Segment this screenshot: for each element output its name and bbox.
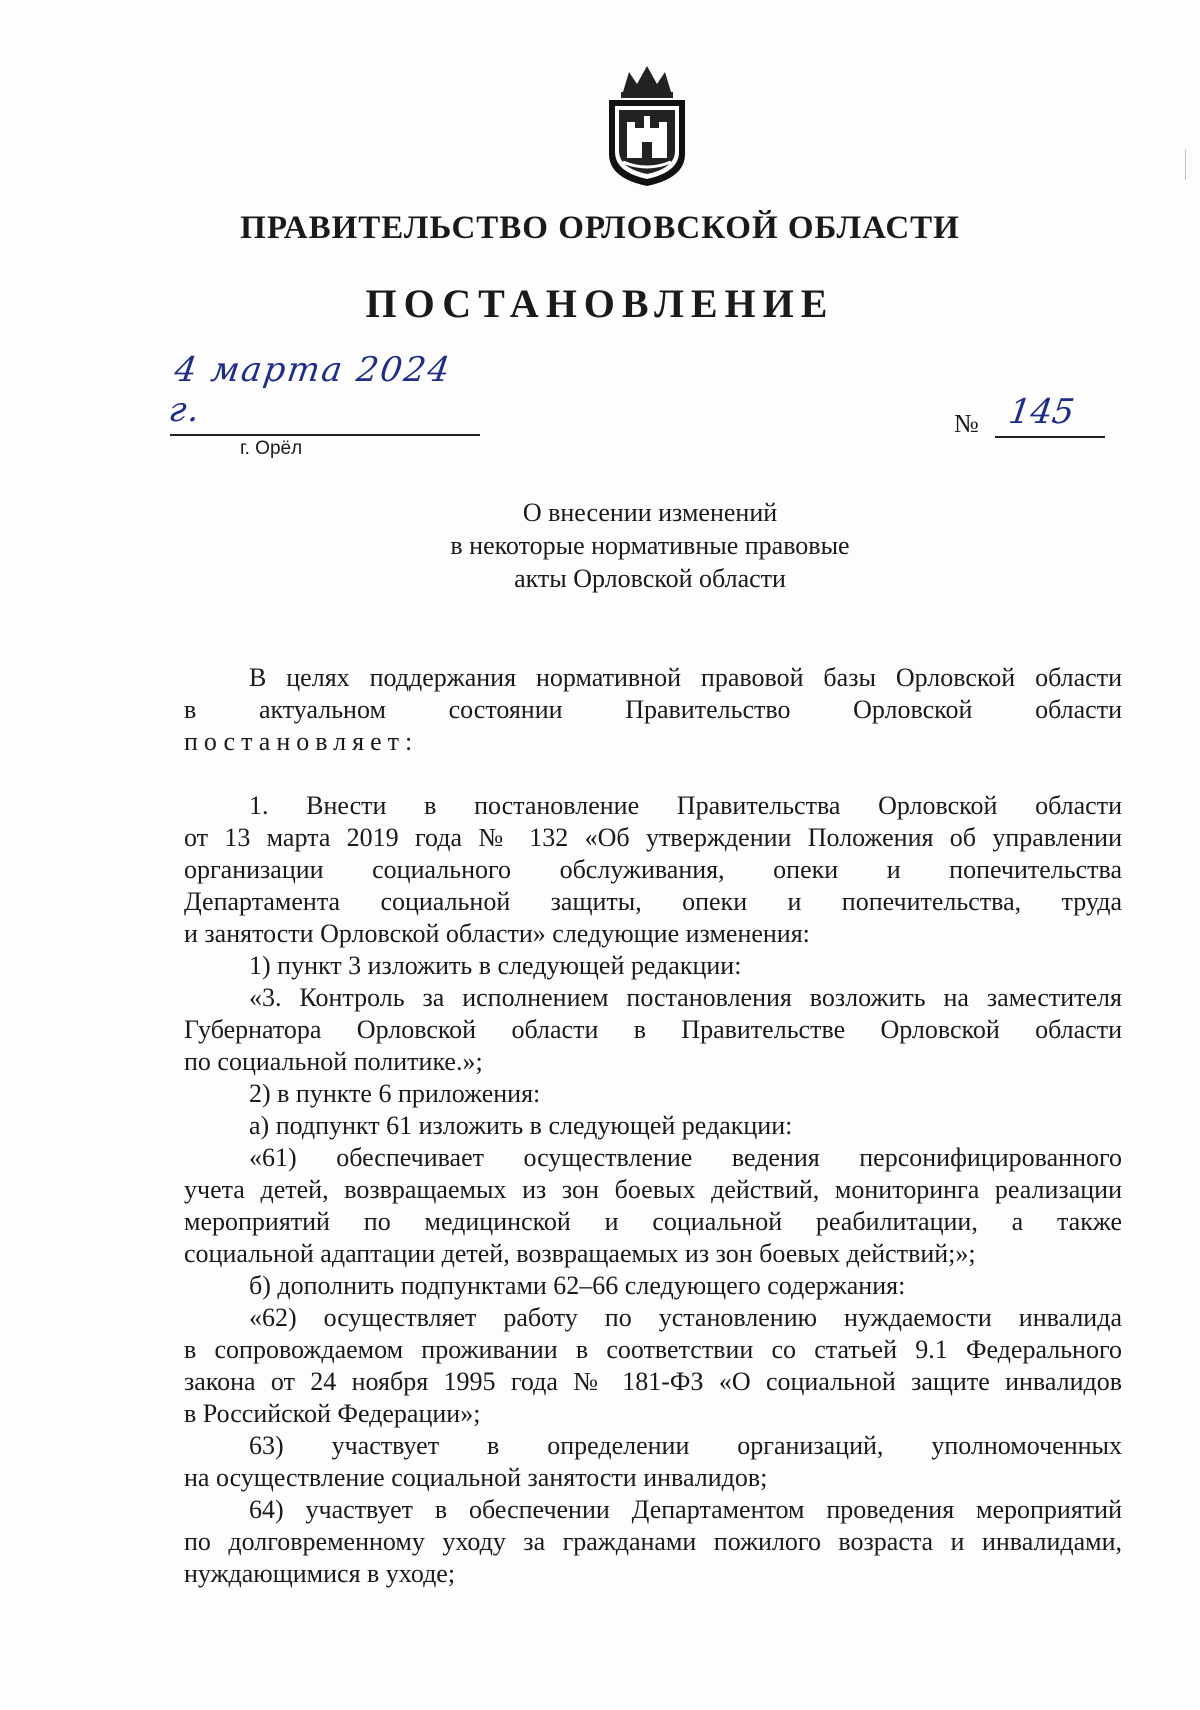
text-line: Губернатора Орловской области в Правительстве Орловской области xyxy=(184,1015,1122,1044)
text-line: по долговременному уходу за гражданами пожилого возраста и инвалидами, xyxy=(184,1527,1122,1556)
subject-line: в некоторые нормативные правовые xyxy=(450,531,850,560)
date-field xyxy=(166,350,480,436)
text-line: социальной адаптации детей, возвращаемых из зон боевых действий;»; xyxy=(184,1239,976,1268)
text-line: В целях поддержания нормативной правовой базы Орловской области xyxy=(249,663,1122,692)
number-sign: № xyxy=(954,409,979,438)
coat-of-arms-icon xyxy=(601,62,693,190)
text-line: и занятости Орловской области» следующие изменения: xyxy=(184,919,810,948)
document-body xyxy=(184,662,1122,1590)
text-line: «62) осуществляет работу по установлению нуждаемости инвалида xyxy=(249,1303,1122,1332)
text-line: по социальной политике.»; xyxy=(184,1047,483,1076)
document-subject xyxy=(0,496,1200,595)
text-line: 1) пункт 3 изложить в следующей редакции: xyxy=(249,951,742,980)
text-line: постановляет: xyxy=(184,727,419,756)
text-line: «61) обеспечивает осуществление ведения персонифицированного xyxy=(249,1143,1122,1172)
text-line: мероприятий по медицинской и социальной реабилитации, а также xyxy=(184,1207,1122,1236)
number-field xyxy=(995,390,1105,438)
text-line: Департамента социальной защиты, опеки и попечительства, труда xyxy=(184,887,1122,916)
text-line: 63) участвует в определении организаций, уполномоченных xyxy=(249,1431,1122,1460)
document-type-title: ПОСТАНОВЛЕНИЕ xyxy=(365,281,835,326)
text-line: учета детей, возвращаемых из зон боевых действий, мониторинга реализации xyxy=(184,1175,1122,1204)
text-line: организации социального обслуживания, опеки и попечительства xyxy=(184,855,1122,884)
text-line: от 13 марта 2019 года № 132 «Об утверждении Положения об управлении xyxy=(184,823,1122,852)
handwritten-date: 4 марта 2024 г. xyxy=(166,350,455,430)
text-line: в актуальном состоянии Правительство Орловской области xyxy=(184,695,1122,724)
handwritten-number: 145 xyxy=(1006,392,1077,432)
text-line: в сопровождаемом проживании в соответствии со статьей 9.1 Федерального xyxy=(184,1335,1122,1364)
text-line: 1. Внести в постановление Правительства Орловской области xyxy=(249,791,1122,820)
text-line: а) подпункт 61 изложить в следующей редакции: xyxy=(249,1111,793,1140)
text-line: 64) участвует в обеспечении Департаментом проведения мероприятий xyxy=(249,1495,1122,1524)
text-line: б) дополнить подпунктами 62–66 следующего содержания: xyxy=(249,1271,906,1300)
text-line: в Российской Федерации»; xyxy=(184,1399,481,1428)
city-label: г. Орёл xyxy=(240,438,303,459)
subject-line: О внесении изменений xyxy=(522,498,778,527)
text-line: 2) в пункте 6 приложения: xyxy=(249,1079,541,1108)
text-line: нуждающимися в уходе; xyxy=(184,1559,456,1588)
text-line: на осуществление социальной занятости инвалидов; xyxy=(184,1463,768,1492)
text-line: «3. Контроль за исполнением постановления возложить на заместителя xyxy=(249,983,1122,1012)
subject-line: акты Орловской области xyxy=(514,564,786,593)
scan-artifact xyxy=(1185,150,1186,180)
text-line: закона от 24 ноября 1995 года № 181-ФЗ «О социальной защите инвалидов xyxy=(184,1367,1122,1396)
government-title: ПРАВИТЕЛЬСТВО ОРЛОВСКОЙ ОБЛАСТИ xyxy=(240,210,960,246)
